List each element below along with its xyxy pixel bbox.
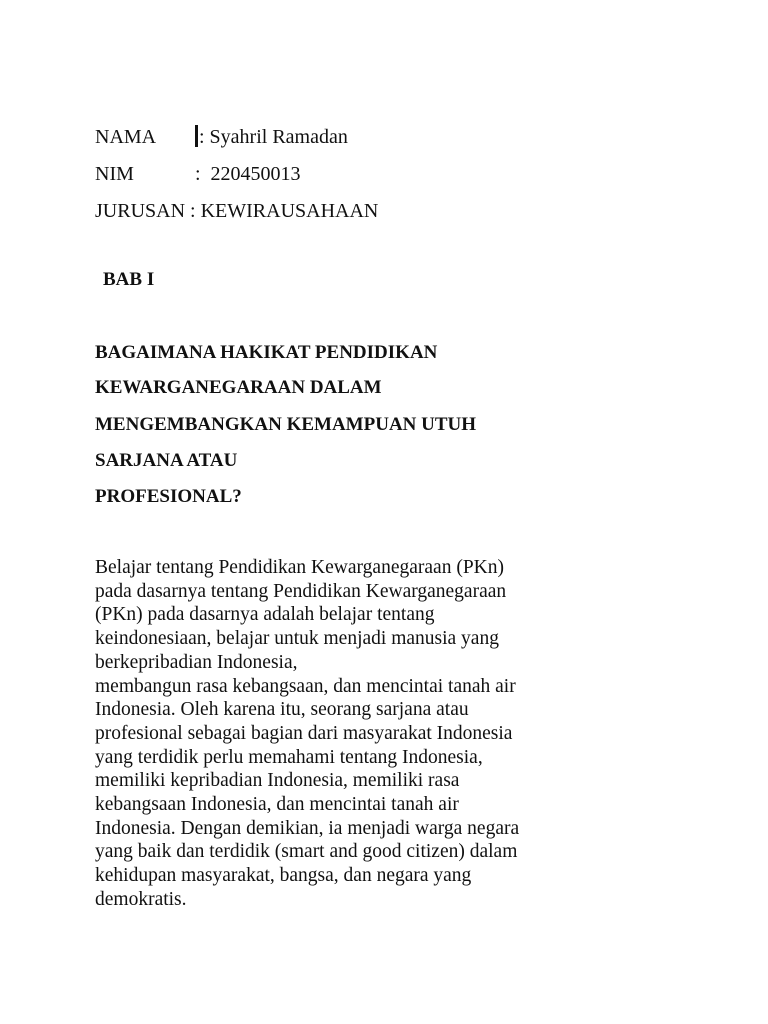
paragraph-line: Indonesia. Dengan demikian, ia menjadi warga negara	[95, 817, 520, 839]
jurusan-label: JURUSAN	[95, 200, 186, 222]
heading-line: MENGEMBANGKAN KEMAMPUAN UTUH	[95, 414, 477, 435]
paragraph-line: yang baik dan terdidik (smart and good citizen) dalam	[95, 841, 518, 863]
paragraph-line: pada dasarnya tentang Pendidikan Kewarganegaraan	[95, 580, 507, 602]
paragraph-line: demokratis.	[95, 888, 187, 910]
paragraph-line: Indonesia. Oleh karena itu, seorang sarjana atau	[95, 699, 469, 721]
paragraph-line: Belajar tentang Pendidikan Kewarganegaraan (PKn)	[95, 557, 504, 578]
body-paragraph	[95, 556, 655, 912]
nama-label: NAMA	[95, 126, 157, 148]
text-cursor	[195, 125, 198, 147]
heading-line: KEWARGANEGARAAN DALAM	[95, 377, 382, 398]
jurusan-row	[95, 199, 378, 223]
paragraph-line: memiliki kepribadian Indonesia, memiliki rasa	[95, 770, 460, 792]
paragraph-line: yang terdidik perlu memahami tentang Indonesia,	[95, 746, 483, 768]
paragraph-line: keindonesiaan, belajar untuk menjadi manusia yang	[95, 628, 499, 650]
paragraph-line: membangun rasa kebangsaan, dan mencintai tanah air	[95, 675, 516, 697]
nim-row	[95, 162, 301, 186]
jurusan-value: : KEWIRAUSAHAAN	[190, 200, 379, 222]
nama-row	[95, 125, 348, 149]
heading-line: PROFESIONAL?	[95, 486, 242, 507]
nama-value: : Syahril Ramadan	[199, 126, 348, 148]
paragraph-line: profesional sebagai bagian dari masyarakat Indonesia	[95, 722, 513, 744]
paragraph-line: kehidupan masyarakat, bangsa, dan negara yang	[95, 865, 472, 887]
heading-line: BAGAIMANA HAKIKAT PENDIDIKAN	[95, 342, 438, 363]
nim-value: : 220450013	[195, 163, 301, 185]
paragraph-line: kebangsaan Indonesia, dan mencintai tanah air	[95, 794, 459, 816]
heading-line: SARJANA ATAU	[95, 450, 238, 471]
chapter-title: BAB I	[103, 269, 155, 290]
paragraph-line: (PKn) pada dasarnya adalah belajar tentang	[95, 604, 435, 626]
paragraph-line: berkepribadian Indonesia,	[95, 651, 298, 673]
nim-label: NIM	[95, 163, 134, 185]
